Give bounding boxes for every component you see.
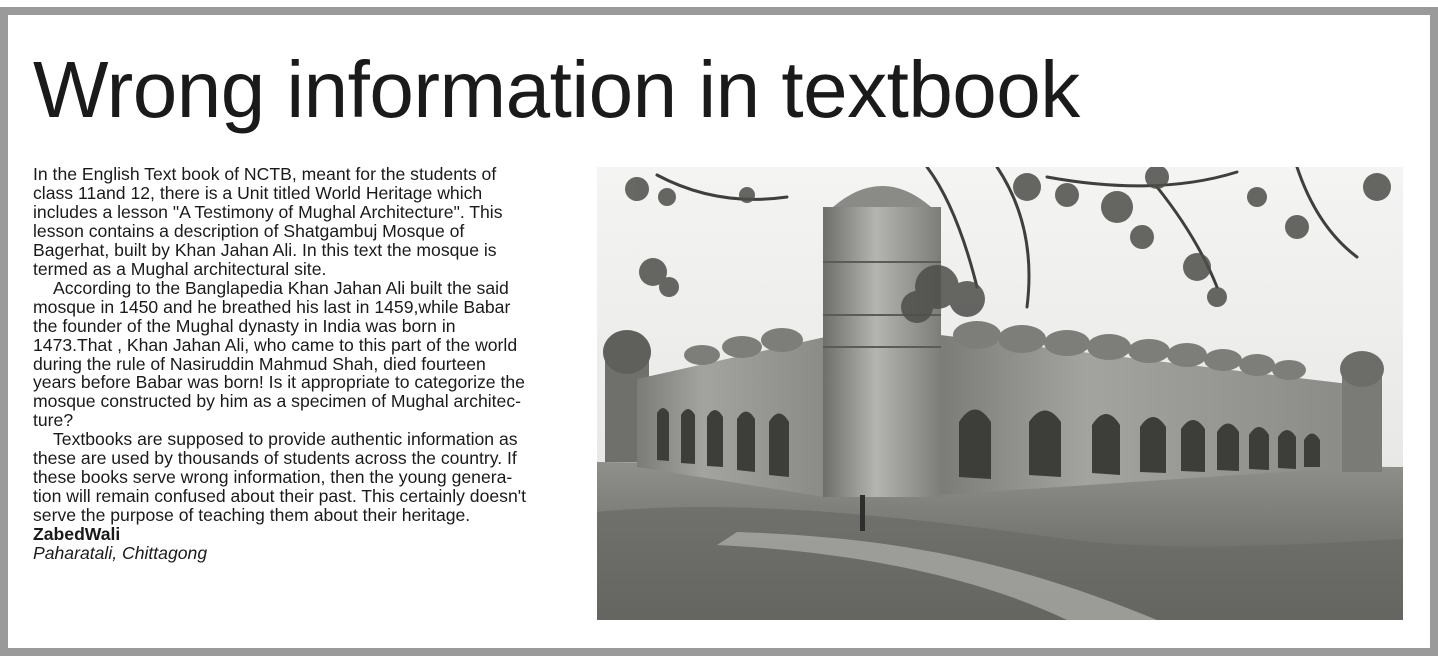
author-name: ZabedWali [33,524,121,545]
text-line: includes a lesson "A Testimony of Mughal Architecture". This [33,201,503,222]
text-line: ture? [33,410,74,431]
text-line: these books serve wrong information, then the young genera- [33,467,513,488]
text-line: termed as a Mughal architectural site. [33,258,327,279]
text-line: serve the purpose of teaching them about their heritage. [33,505,471,526]
paragraph-2 [33,279,578,431]
author-location: Paharatali, Chittagong [33,543,208,564]
text-line: 1473.That , Khan Jahan Ali, who came to this part of the world [33,334,518,355]
text-line: during the rule of Nasiruddin Mahmud Shah, died fourteen [33,353,486,374]
text-line: mosque constructed by him as a specimen of Mughal architec- [33,391,521,412]
letter-body [33,165,578,563]
text-line: years before Babar was born! Is it appropriate to categorize the [33,372,525,393]
text-line: Textbooks are supposed to provide authentic information as [53,429,518,450]
text-line: class 11and 12, there is a Unit titled World Heritage which [33,182,483,203]
mosque-illustration [597,167,1403,620]
text-line: mosque in 1450 and he breathed his last in 1459,while Babar [33,296,511,317]
mosque-photo [597,167,1403,620]
paragraph-1 [33,165,578,279]
text-line: lesson contains a description of Shatgambuj Mosque of [33,220,465,241]
text-line: these are used by thousands of students across the country. If [33,448,517,469]
text-line: the founder of the Mughal dynasty in India was born in [33,315,456,336]
paragraph-3 [33,430,578,525]
headline: Wrong information in textbook [33,45,1080,134]
text-line: In the English Text book of NCTB, meant for the students of [33,164,497,184]
text-line: According to the Banglapedia Khan Jahan Ali built the said [53,277,509,298]
text-line: Bagerhat, built by Khan Jahan Ali. In this text the mosque is [33,239,497,260]
text-line: tion will remain confused about their past. This certainly doesn't [33,486,526,507]
